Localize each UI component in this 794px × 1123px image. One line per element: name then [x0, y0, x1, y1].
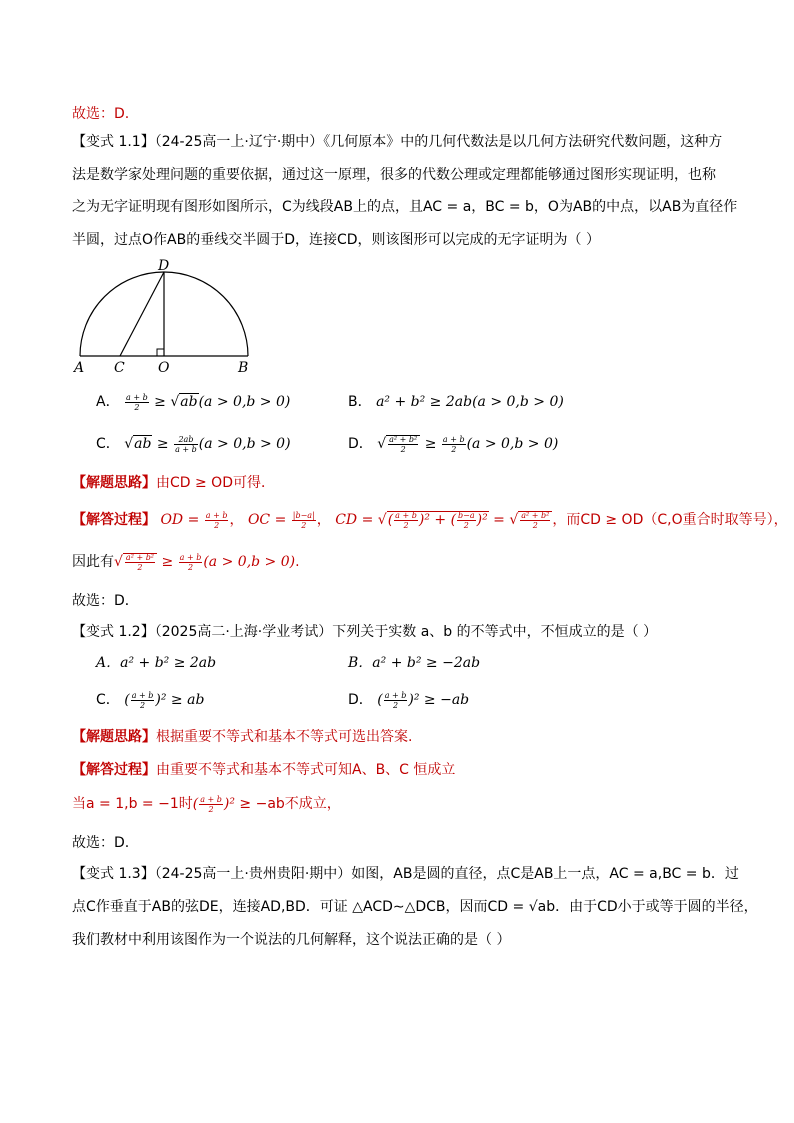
answer-line-1: 故选：D. [72, 106, 130, 122]
variant-1-1-line-1 [72, 132, 722, 152]
variant-1-1-line-4: 半圆，过点O作AB的垂线交半圆于D，连接CD，则该图形可以完成的无字证明为（ ） [72, 232, 600, 248]
label-B: B [238, 360, 249, 376]
variant-1-2-tag: 【变式 1.2】 [72, 624, 155, 640]
v12-solution-process-2: 当a = 1,b = −1时( $\frac{a + b}{2}$ )² ≥ −ab不成立， [72, 794, 341, 814]
variant-1-1-line-3: 之为无字证明现有图形如图所示，C为线段AB上的点，且AC = a，BC = b，O为AB的中点，以AB为直径作 [72, 199, 738, 215]
v12-option-b[interactable]: B．a² + b² ≥ −2ab [348, 655, 481, 671]
variant-1-3-tag: 【变式 1.3】 [72, 866, 155, 882]
label-C: C [114, 360, 125, 376]
semicircle-figure [70, 256, 270, 376]
v11-option-c[interactable]: C． √ab ≥ $\frac{2ab}{a + b}$ (a > 0,b > 0) [96, 434, 291, 454]
v12-solution-idea: 【解题思路】根据重要不等式和基本不等式可选出答案. [72, 729, 413, 745]
v11-option-d[interactable]: D． √ $\frac{\text{a² + b²}}{2}$ ≥ $\frac{a + b}{2}$ (a > 0,b > 0) [348, 434, 559, 454]
label-O: O [158, 360, 170, 376]
variant-1-1-tag: 【变式 1.1】 [72, 134, 155, 150]
v11-solution-idea: 【解题思路】由CD ≥ OD可得． [72, 475, 275, 491]
variant-1-3-line-2: 点C作垂直于AB的弦DE，连接AD,BD．可证 △ACD∼△DCB，因而CD = √ab．由于CD小于或等于圆的半径， [72, 899, 758, 915]
v11-solution-process: 【解答过程】 OD = $\frac{a + b}{2}$ ， OC = $\frac{|b-a|}{2}$ ， CD = √( $\frac{a + b}{2}$ )² + ( $\frac{b-a}{2}$ )² = √ $\frac{\text{a² + b²}}{2}$ ，而CD ≥ OD（C,O重合时取等号）， [72, 510, 788, 530]
variant-1-3-line-1: 【变式 1.3】（24-25高一上·贵州贵阳·期中）如图，AB是圆的直径，点C是AB上一点，AC = a,BC = b．过 [72, 866, 739, 882]
v12-option-c[interactable]: C． ( $\frac{a + b}{2}$ )² ≥ ab [96, 690, 205, 710]
variant-1-1-text-1: （24-25高一上·辽宁·期中）《几何原本》中的几何代数法是以几何方法研究代数问题，这种方 [154, 134, 723, 150]
v12-option-a[interactable]: A．a² + b² ≥ 2ab [96, 655, 217, 671]
v12-answer: 故选：D. [72, 835, 130, 851]
variant-1-2-line: 【变式 1.2】（2025高二·上海·学业考试）下列关于实数 a、b 的不等式中，不恒成立的是（ ） [72, 624, 658, 640]
label-D: D [158, 258, 170, 274]
variant-1-3-line-3: 我们教材中利用该图作为一个说法的几何解释，这个说法正确的是（ ） [72, 932, 511, 948]
v11-answer: 故选：D． [72, 593, 139, 609]
v12-solution-process: 【解答过程】由重要不等式和基本不等式可知A、B、C 恒成立 [72, 762, 456, 778]
v11-solution-process-2: 因此有√ $\frac{\text{a² + b²}}{2}$ ≥ $\frac{a + b}{2}$ (a > 0,b > 0). [72, 552, 300, 572]
v11-option-b[interactable]: B． a² + b² ≥ 2ab(a > 0,b > 0) [348, 394, 564, 410]
v11-option-a[interactable]: A． $\frac{a + b}{2}$ ≥ √ab(a > 0,b > 0) [96, 392, 291, 412]
v12-option-d[interactable]: D． ( $\frac{a + b}{2}$ )² ≥ −ab [348, 690, 470, 710]
variant-1-1-line-2: 法是数学家处理问题的重要依据，通过这一原理，很多的代数公理或定理都能够通过图形实现证明，也称 [72, 167, 716, 183]
label-A: A [74, 360, 85, 376]
